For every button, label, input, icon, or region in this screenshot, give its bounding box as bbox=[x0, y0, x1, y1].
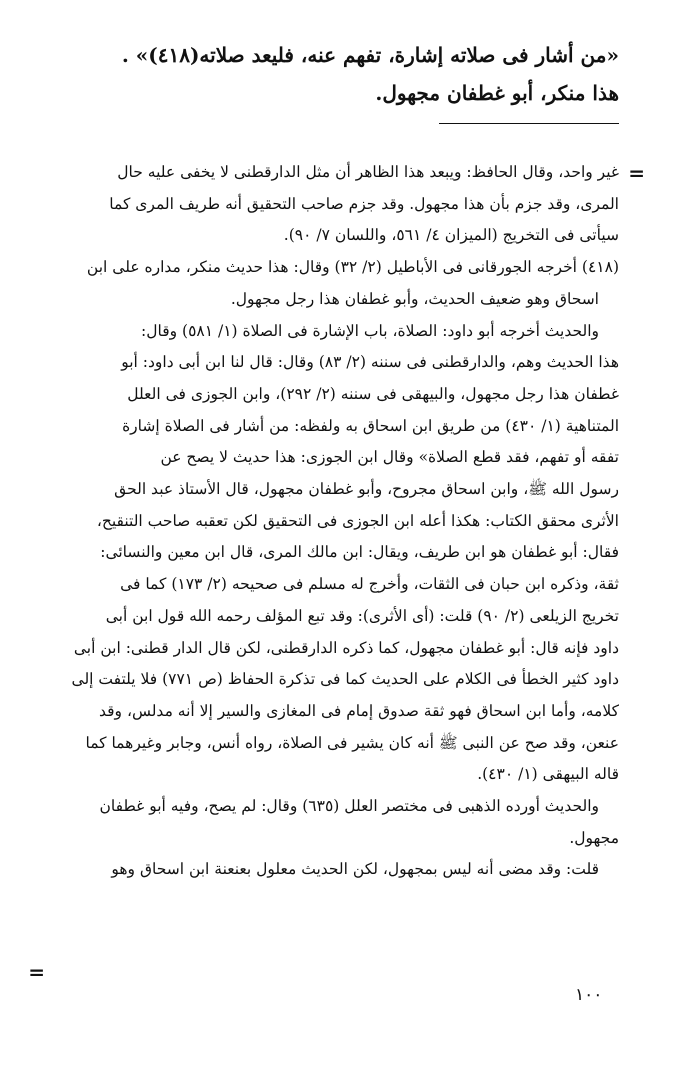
footnote-line: (٤١٨) أخرجه الجورقانى فى الأباطيل (٢/ ٣٢) وقال: هذا حديث منكر، مداره على ابن bbox=[86, 258, 619, 277]
footnote-line: غطفان هذا رجل مجهول، والبيهقى فى سننه (٢/ ٢٩٢)، وابن الجوزى فى العلل bbox=[127, 384, 619, 403]
footnote-line: غير واحد، وقال الحافظ: ويبعد هذا الظاهر أن مثل الدارقطنى لا يخفى عليه حال bbox=[117, 163, 619, 181]
footnote-line: تخريج الزيلعى (٢/ ٩٠) قلت: (أى الأثرى): وقد تبع المؤلف رحمه الله قول ابن أبى bbox=[105, 606, 619, 625]
end-continuation-mark: = bbox=[28, 960, 45, 984]
page-number: ١٠٠ bbox=[575, 985, 603, 1005]
footnote-separator bbox=[439, 123, 619, 124]
footnote-line: قاله البيهقى (١/ ٤٣٠). bbox=[477, 765, 619, 784]
main-text-line-2: هذا منكر، أبو غطفان مجهول. bbox=[375, 81, 619, 105]
footnote-line: رسول الله ﷺ، وابن اسحاق مجروح، وأبو غطفان مجهول، قال الأستاذ عبد الحق bbox=[114, 480, 619, 499]
footnote-line: المرى، وقد جزم بأن هذا مجهول. وقد جزم صاحب التحقيق أنه طريف المرى كما bbox=[109, 194, 619, 213]
footnote-line: والحديث أورده الذهبى فى مختصر العلل (٦٣٥) وقال: لم يصح، وفيه أبو غطفان bbox=[99, 797, 599, 816]
footnote-line: ثقة، وذكره ابن حبان فى الثقات، وأخرج له مسلم فى صحيحه (٢/ ١٧٣) كما فى bbox=[120, 575, 619, 594]
continuation-mark: = bbox=[628, 161, 645, 185]
footnote-line: قلت: وقد مضى أنه ليس بمجهول، لكن الحديث معلول بعنعنة ابن اسحاق وهو bbox=[111, 860, 599, 879]
footnote-line: الأثرى محقق الكتاب: هكذا أعله ابن الجوزى فى التحقيق لكن تعقبه صاحب التنقيح، bbox=[96, 511, 619, 530]
footnote-line: مجهول. bbox=[569, 828, 619, 847]
footnote-line: والحديث أخرجه أبو داود: الصلاة، باب الإشارة فى الصلاة (١/ ٥٨١) وقال: bbox=[140, 321, 599, 340]
footnote-line: سيأتى فى التخريج (الميزان ٤/ ٥٦١، واللسان ٧/ ٩٠). bbox=[283, 226, 619, 245]
main-text bbox=[59, 36, 619, 112]
footnote-line: هذا الحديث وهم، والدارقطنى فى سننه (٢/ ٨٣) وقال: قال لنا ابن أبى داود: أبو bbox=[121, 353, 619, 372]
footnote-line: فقال: أبو غطفان هو ابن طريف، ويقال: ابن مالك المرى، قال ابن معين والنسائى: bbox=[100, 543, 619, 562]
footnote-line: اسحاق وهو ضعيف الحديث، وأبو غطفان هذا رجل مجهول. bbox=[230, 289, 599, 308]
footnote-line: داود كثير الخطأ فى الكلام على الحديث كما فى تذكرة الحفاظ (ص ٧٧١) فلا يلتفت إلى bbox=[71, 670, 619, 689]
footnote-line: تفقه أو تفهم، فقد قطع الصلاة» وقال ابن الجوزى: هذا حديث لا يصح عن bbox=[160, 448, 619, 467]
footnotes bbox=[49, 157, 619, 886]
footnote-line: عنعن، وقد صح عن النبى ﷺ أنه كان يشير فى الصلاة، رواه أنس، وجابر وغيرهما كما bbox=[85, 733, 619, 752]
footnote-line: المتناهية (١/ ٤٣٠) من طريق ابن اسحاق به ولفظه: من أشار فى الصلاة إشارة bbox=[122, 416, 619, 435]
main-text-line-1: «من أشار فى صلاته إشارة، تفهم عنه، فليعد صلاته(٤١٨)» . bbox=[121, 43, 619, 67]
footnote-line: داود فإنه قال: أبو غطفان مجهول، كما ذكره الدارقطنى، لكن قال الدار قطنى: ابن أبى bbox=[73, 638, 619, 657]
footnote-line: كلامه، وأما ابن اسحاق فهو ثقة صدوق إمام فى المغازى والسير إلا أنه مدلس، وقد bbox=[98, 701, 619, 720]
